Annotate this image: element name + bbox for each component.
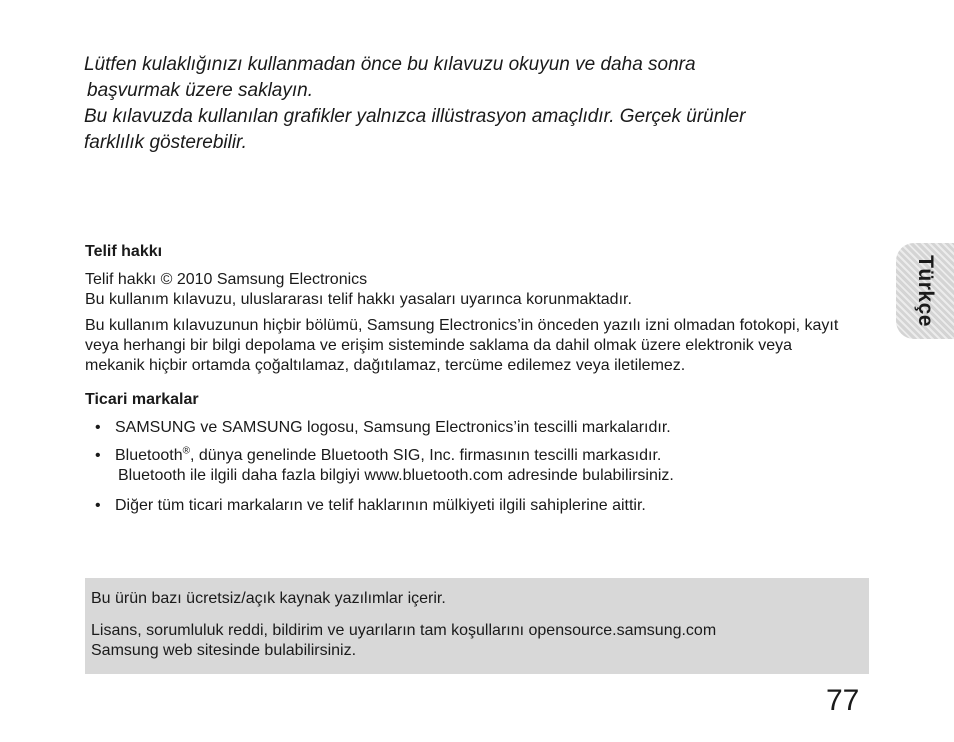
trademarks-heading: Ticari markalar bbox=[85, 391, 199, 408]
intro-notice bbox=[84, 52, 864, 156]
bullet-icon: • bbox=[95, 497, 101, 514]
registered-mark: ® bbox=[182, 445, 190, 457]
language-tab bbox=[896, 243, 954, 339]
trademarks-list-continued bbox=[85, 496, 855, 516]
bullet-icon: • bbox=[95, 419, 101, 436]
open-source-line-2 bbox=[91, 621, 863, 661]
intro-line-4: farklılık gösterebilir. bbox=[84, 132, 247, 153]
trademarks-list bbox=[85, 418, 855, 466]
open-source-line-2a: Lisans, sorumluluk reddi, bildirim ve uyarıların tam koşullarını opensource.samsung.com bbox=[91, 622, 717, 639]
copyright-line: Telif hakkı © 2010 Samsung Electronics bbox=[85, 271, 368, 288]
language-tab-label: Türkçe bbox=[914, 255, 937, 327]
trademark-item-text: SAMSUNG ve SAMSUNG logosu, Samsung Electronics’in tescilli markalarıdır. bbox=[115, 419, 671, 436]
open-source-notice bbox=[85, 578, 869, 674]
open-source-line-2b: Samsung web sitesinde bulabilirsiniz. bbox=[91, 642, 357, 659]
open-source-line-1: Bu ürün bazı ücretsiz/açık kaynak yazılımlar içerir. bbox=[91, 590, 446, 607]
intro-line-2: başvurmak üzere saklayın. bbox=[87, 80, 313, 101]
trademark-item-bluetooth bbox=[85, 446, 855, 466]
trademark-bluetooth-name: Bluetooth bbox=[115, 447, 183, 464]
trademark-item-text: Diğer tüm ticari markaların ve telif haklarının mülkiyeti ilgili sahiplerine aittir. bbox=[115, 497, 646, 514]
page-number: 77 bbox=[826, 684, 860, 717]
intro-line-1: Lütfen kulaklığınızı kullanmadan önce bu kılavuzu okuyun ve daha sonra bbox=[84, 54, 696, 75]
trademark-item-others bbox=[85, 496, 855, 516]
bullet-icon: • bbox=[95, 447, 101, 464]
copyright-protection-line: Bu kullanım kılavuzu, uluslararası telif hakkı yasaları uyarınca korunmaktadır. bbox=[85, 291, 632, 308]
intro-line-3: Bu kılavuzda kullanılan grafikler yalnızca illüstrasyon amaçlıdır. Gerçek ürünler bbox=[84, 106, 746, 127]
trademark-item-text: , dünya genelinde Bluetooth SIG, Inc. firmasının tescilli markasıdır. bbox=[189, 447, 662, 464]
main-content bbox=[85, 242, 855, 516]
trademark-item-samsung bbox=[85, 418, 855, 438]
copyright-paragraph: Bu kullanım kılavuzunun hiçbir bölümü, Samsung Electronics’in önceden yazılı izni olmadan fotokopi, kayıt veya herhangi bir bilgi depolama ve erişim sisteminde saklama da dahil olmak üzere elektronik veya mekanik hiçbir ortamda çoğaltılamaz, dağıtılamaz, tercüme edilemez veya iletilemez. bbox=[85, 317, 839, 374]
copyright-heading: Telif hakkı bbox=[85, 243, 163, 260]
bluetooth-info-note: Bluetooth ile ilgili daha fazla bilgiyi www.bluetooth.com adresinde bulabilirsiniz. bbox=[118, 467, 674, 484]
